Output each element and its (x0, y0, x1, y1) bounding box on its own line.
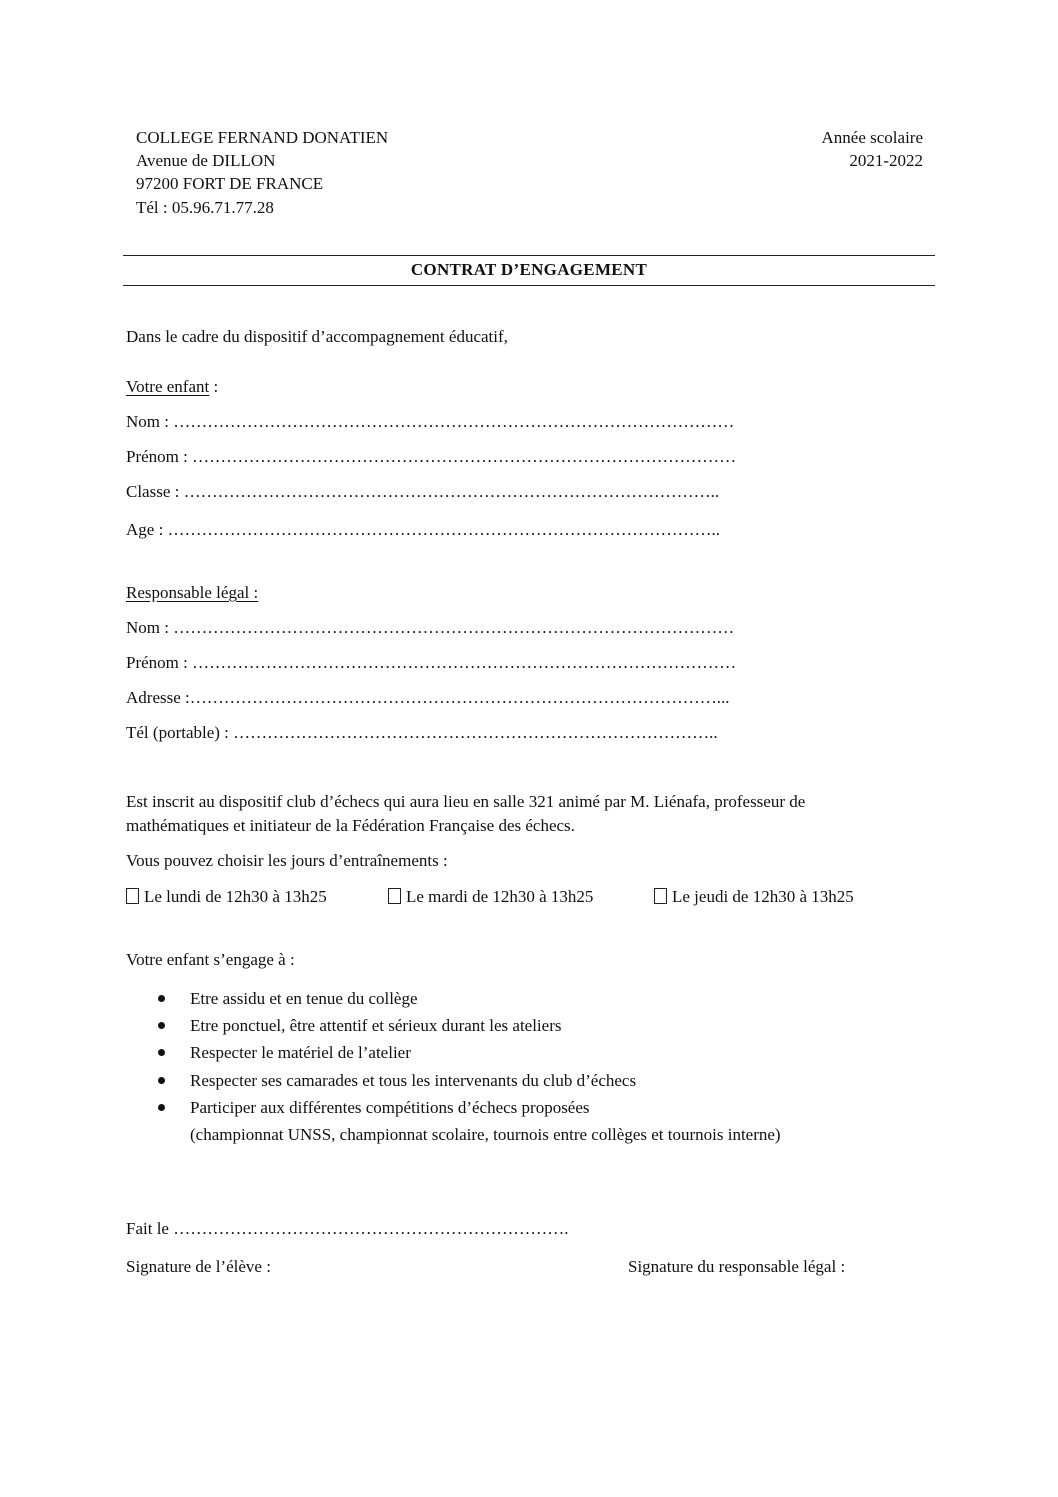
school-year-label: Année scolaire (821, 128, 923, 147)
guardian-heading: Responsable légal : (126, 583, 259, 602)
student-signature-label: Signature de l’élève : (126, 1257, 271, 1276)
bullet-icon (158, 1022, 165, 1029)
school-phone: Tél : 05.96.71.77.28 (136, 198, 274, 217)
document-title: CONTRAT D’ENGAGEMENT (410, 260, 648, 279)
option-monday[interactable] (126, 886, 327, 908)
intro-text: Dans le cadre du dispositif d’accompagnement éducatif, (126, 327, 508, 346)
title-rule-bottom (123, 285, 935, 286)
option-tuesday[interactable] (388, 886, 593, 908)
checkbox-icon[interactable] (126, 888, 139, 904)
commitment-item: Respecter ses camarades et tous les intervenants du club d’échecs (190, 1071, 637, 1090)
bullet-icon (158, 1104, 165, 1111)
bullet-icon (158, 995, 165, 1002)
school-city: 97200 FORT DE FRANCE (136, 174, 324, 193)
bullet-icon (158, 1049, 165, 1056)
option-thursday[interactable] (654, 886, 854, 908)
guardian-field-adresse[interactable]: Adresse :…………………………………………………………………………………... (126, 688, 730, 707)
school-street: Avenue de DILLON (136, 151, 276, 170)
school-name: COLLEGE FERNAND DONATIEN (136, 128, 389, 147)
bullet-icon (158, 1077, 165, 1084)
school-year-value: 2021-2022 (849, 151, 923, 170)
child-field-age[interactable]: Age : …………………………………………………………………………………….. (126, 520, 721, 539)
guardian-field-nom[interactable]: Nom : ……………………………………………………………………………………… (126, 618, 735, 637)
commitment-item: Respecter le matériel de l’atelier (190, 1043, 411, 1062)
checkbox-icon[interactable] (388, 888, 401, 904)
child-field-nom[interactable]: Nom : ……………………………………………………………………………………… (126, 412, 735, 431)
option-tuesday-label: Le mardi de 12h30 à 13h25 (406, 887, 594, 906)
child-field-classe[interactable]: Classe : ………………………………………………………………………………….. (126, 482, 720, 501)
guardian-field-tel[interactable]: Tél (portable) : ………………………………………………………………………….. (126, 723, 718, 742)
child-heading-label: Votre enfant (126, 377, 210, 396)
child-heading (126, 376, 218, 398)
commitment-item-note: (championnat UNSS, championnat scolaire, tournois entre collèges et tournois interne) (190, 1125, 781, 1144)
option-monday-label: Le lundi de 12h30 à 13h25 (144, 887, 327, 906)
guardian-field-prenom[interactable]: Prénom : …………………………………………………………………………………… (126, 653, 737, 672)
done-at-field[interactable]: Fait le ……………………………………………………………. (126, 1219, 569, 1238)
title-rule-top (123, 255, 935, 256)
child-field-prenom[interactable]: Prénom : …………………………………………………………………………………… (126, 447, 737, 466)
checkbox-icon[interactable] (654, 888, 667, 904)
registration-line-1: Est inscrit au dispositif club d’échecs qui aura lieu en salle 321 animé par M. Liénafa, professeur de (126, 792, 806, 811)
commitment-item: Etre ponctuel, être attentif et sérieux durant les ateliers (190, 1016, 562, 1035)
training-days-prompt: Vous pouvez choisir les jours d’entraînements : (126, 851, 448, 870)
commitment-item: Participer aux différentes compétitions d’échecs proposées (190, 1098, 590, 1117)
registration-line-2: mathématiques et initiateur de la Fédération Française des échecs. (126, 816, 575, 835)
option-thursday-label: Le jeudi de 12h30 à 13h25 (672, 887, 854, 906)
commitment-item: Etre assidu et en tenue du collège (190, 989, 418, 1008)
child-heading-suffix: : (209, 377, 219, 396)
guardian-signature-label: Signature du responsable légal : (628, 1257, 846, 1276)
commitment-heading: Votre enfant s’engage à : (126, 950, 295, 969)
